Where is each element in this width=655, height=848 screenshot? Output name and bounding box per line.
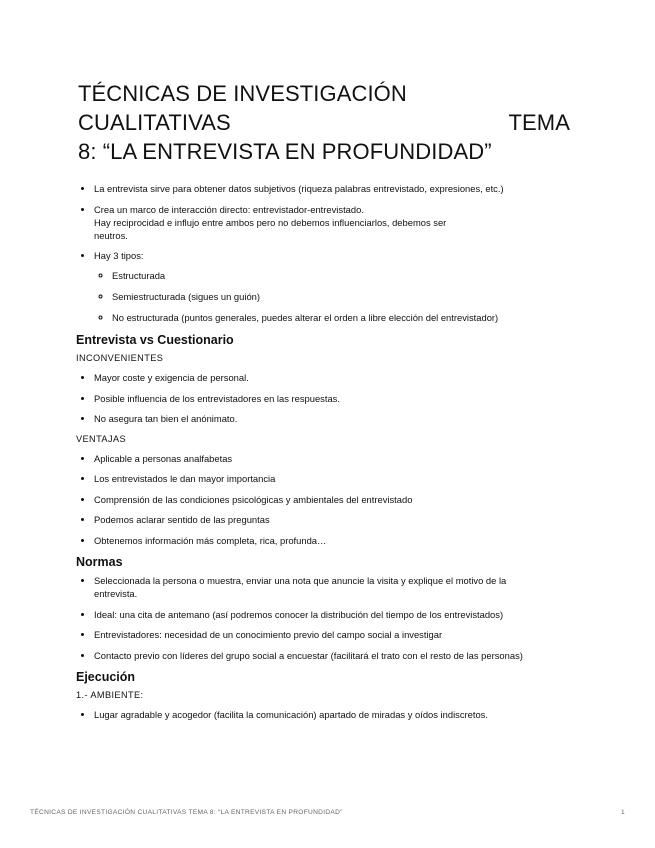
list-item: • Entrevistadores: necesidad de un conocimiento previo del campo social a investigar (94, 628, 546, 641)
list-item: • Comprensión de las condiciones psicológicas y ambientales del entrevistado (94, 493, 546, 506)
execution-label: 1.- AMBIENTE: (76, 690, 144, 700)
list-item: ◦ Semiestructurada (sigues un guión) (112, 290, 546, 303)
list-item: • Aplicable a personas analfabetas (94, 452, 546, 465)
section-heading-norms: Normas (76, 555, 123, 569)
intro-list (76, 182, 546, 324)
list-item (94, 249, 546, 324)
pros-list (76, 452, 546, 547)
title-line-2-right: TEMA (508, 110, 570, 135)
list-item: • Contacto previo con líderes del grupo social a encuestar (facilitará el trato con el resto de las personas) (94, 649, 546, 662)
list-item-text: neutros. (94, 229, 128, 241)
list-item-text: Hay 3 tipos: (94, 250, 144, 261)
document-body (76, 182, 546, 729)
cons-label: INCONVENIENTES (76, 353, 164, 363)
list-item: • Lugar agradable y acogedor (facilita la comunicación) apartado de miradas y oídos indiscretos. (94, 708, 546, 721)
section-heading-comparison: Entrevista vs Cuestionario (76, 333, 234, 347)
list-item-text: Hay reciprocidad e influjo entre ambos pero no debemos influenciarlos, debemos ser (94, 216, 447, 228)
interview-types-list (94, 269, 546, 324)
page-footer-title: TÉCNICAS DE INVESTIGACIÓN CUALITATIVAS TEMA 8: “LA ENTREVISTA EN PROFUNDIDAD” (30, 809, 343, 816)
list-item: • Mayor coste y exigencia de personal. (94, 371, 546, 384)
list-item: ◦ Estructurada (112, 269, 546, 282)
title-line-3: 8: “LA ENTREVISTA EN PROFUNDIDAD” (78, 139, 492, 164)
list-item: • Ideal: una cita de antemano (así podremos conocer la distribución del tiempo de los entrevistados) (94, 608, 546, 621)
list-item: • Obtenemos información más completa, rica, profunda… (94, 534, 546, 547)
list-item-text: Crea un marco de interacción directo: entrevistador-entrevistado. (94, 203, 364, 215)
list-item: • No asegura tan bien el anónimato. (94, 412, 546, 425)
pros-label: VENTAJAS (76, 433, 126, 444)
list-item: • La entrevista sirve para obtener datos subjetivos (riqueza palabras entrevistado, expresiones, etc.) (94, 182, 546, 195)
title-line-1: TÉCNICAS DE INVESTIGACIÓN (78, 81, 407, 106)
list-item: • Podemos aclarar sentido de las preguntas (94, 513, 546, 526)
page-number: 1 (621, 809, 625, 816)
title-line-2-left: CUALITATIVAS (78, 110, 231, 135)
title-line-2 (78, 108, 578, 137)
cons-list (76, 371, 546, 425)
list-item: • Seleccionada la persona o muestra, enviar una nota que anuncie la visita y explique el motivo de la entrevista. (94, 574, 546, 600)
list-item: ◦ No estructurada (puntos generales, puedes alterar el orden a libre elección del entrevistador) (112, 311, 546, 324)
list-item: • Posible influencia de los entrevistadores en las respuestas. (94, 392, 546, 405)
execution-list (76, 708, 546, 721)
document-title (78, 79, 578, 166)
section-heading-execution: Ejecución (76, 670, 136, 684)
list-item: • Los entrevistados le dan mayor importancia (94, 472, 546, 485)
list-item (94, 203, 546, 242)
norms-list (76, 574, 546, 662)
